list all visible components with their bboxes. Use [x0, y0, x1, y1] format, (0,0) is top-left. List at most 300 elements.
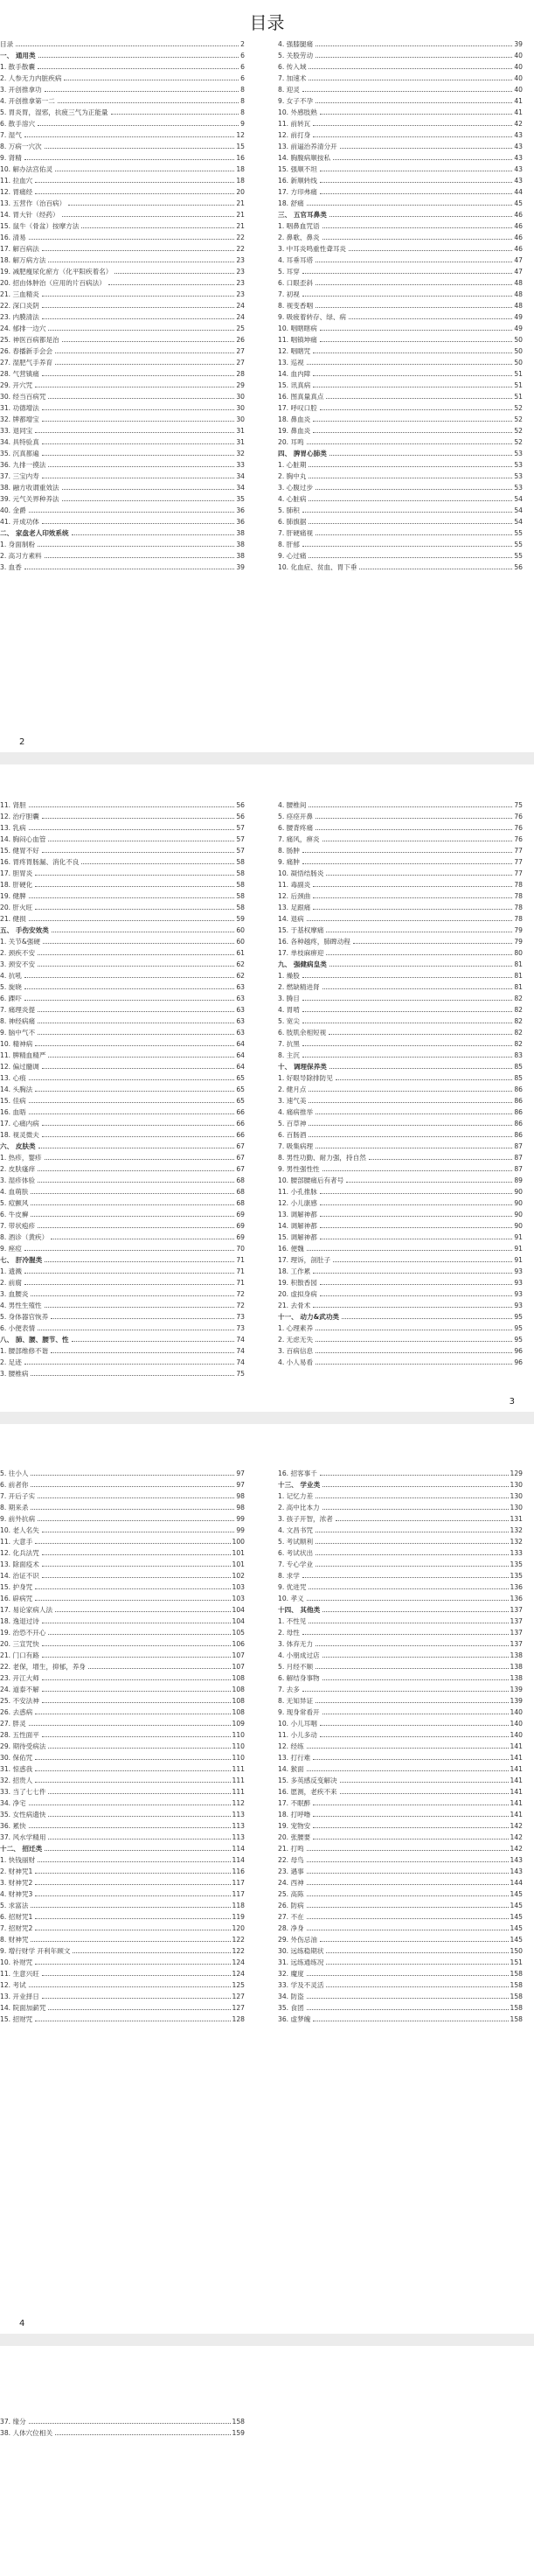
toc-section-heading[interactable]: [278, 1479, 523, 1490]
toc-entry[interactable]: [0, 220, 245, 232]
toc-entry[interactable]: [278, 822, 523, 834]
toc-entry[interactable]: [278, 539, 523, 550]
toc-entry[interactable]: [0, 311, 245, 323]
toc-entry[interactable]: [0, 1559, 245, 1570]
toc-entry[interactable]: [0, 368, 245, 380]
toc-entry[interactable]: [278, 95, 523, 107]
toc-entry[interactable]: [0, 209, 245, 220]
toc-entry[interactable]: [0, 2002, 245, 2014]
toc-entry[interactable]: [278, 890, 523, 902]
toc-entry[interactable]: [278, 1900, 523, 1911]
toc-entry[interactable]: [278, 947, 523, 959]
toc-entry[interactable]: [278, 1945, 523, 1957]
toc-entry[interactable]: [0, 1232, 245, 1243]
toc-entry[interactable]: [0, 1300, 245, 1311]
toc-entry[interactable]: [0, 459, 245, 471]
toc-entry[interactable]: [0, 1661, 245, 1672]
toc-entry[interactable]: [278, 811, 523, 822]
toc-entry[interactable]: [0, 1345, 245, 1357]
toc-entry[interactable]: [278, 118, 523, 129]
toc-entry[interactable]: [278, 73, 523, 84]
toc-entry[interactable]: [278, 61, 523, 73]
toc-entry[interactable]: [278, 1650, 523, 1661]
toc-entry[interactable]: [278, 1027, 523, 1038]
toc-entry[interactable]: [0, 856, 245, 868]
toc-entry[interactable]: [278, 1334, 523, 1345]
toc-entry[interactable]: [0, 1820, 245, 1832]
toc-entry[interactable]: [278, 300, 523, 311]
toc-entry[interactable]: [278, 1357, 523, 1368]
toc-entry[interactable]: [278, 1106, 523, 1118]
toc-entry[interactable]: [278, 368, 523, 380]
toc-entry[interactable]: [278, 1934, 523, 1945]
toc-entry[interactable]: [0, 539, 245, 550]
toc-entry[interactable]: [278, 255, 523, 266]
toc-entry[interactable]: [0, 1934, 245, 1945]
toc-entry[interactable]: [278, 1888, 523, 1900]
toc-entry[interactable]: [278, 311, 523, 323]
toc-entry[interactable]: [0, 152, 245, 164]
toc-entry[interactable]: [0, 1945, 245, 1957]
toc-section-heading[interactable]: [278, 1061, 523, 1072]
toc-entry[interactable]: [0, 1163, 245, 1175]
toc-entry[interactable]: [0, 425, 245, 436]
toc-entry[interactable]: [0, 1266, 245, 1277]
toc-section-heading[interactable]: [278, 209, 523, 220]
toc-section-heading[interactable]: [278, 1604, 523, 1616]
toc-entry[interactable]: [278, 186, 523, 198]
toc-entry[interactable]: [278, 1502, 523, 1513]
toc-entry[interactable]: [0, 471, 245, 482]
toc-entry[interactable]: [278, 289, 523, 300]
toc-entry[interactable]: [278, 1095, 523, 1106]
toc-entry[interactable]: [0, 38, 245, 50]
toc-entry[interactable]: [278, 152, 523, 164]
toc-entry[interactable]: [0, 1581, 245, 1593]
toc-entry[interactable]: [0, 947, 245, 959]
toc-entry[interactable]: [0, 1570, 245, 1581]
toc-entry[interactable]: [278, 993, 523, 1004]
toc-entry[interactable]: [278, 107, 523, 118]
toc-entry[interactable]: [278, 414, 523, 425]
toc-entry[interactable]: [0, 243, 245, 255]
toc-entry[interactable]: [278, 1911, 523, 1923]
toc-entry[interactable]: [0, 902, 245, 913]
toc-section-heading[interactable]: [0, 50, 245, 61]
toc-entry[interactable]: [0, 1968, 245, 1979]
toc-section-heading[interactable]: [0, 1334, 245, 1345]
toc-entry[interactable]: [0, 1672, 245, 1684]
toc-entry[interactable]: [278, 868, 523, 879]
toc-entry[interactable]: [0, 300, 245, 311]
toc-entry[interactable]: [0, 1888, 245, 1900]
toc-entry[interactable]: [278, 436, 523, 448]
toc-entry[interactable]: [278, 1968, 523, 1979]
toc-entry[interactable]: [278, 50, 523, 61]
toc-entry[interactable]: [0, 118, 245, 129]
toc-entry[interactable]: [278, 1809, 523, 1820]
toc-entry[interactable]: [0, 232, 245, 243]
toc-entry[interactable]: [278, 2002, 523, 2014]
toc-entry[interactable]: [0, 1118, 245, 1129]
toc-entry[interactable]: [278, 1593, 523, 1604]
toc-entry[interactable]: [0, 913, 245, 925]
toc-entry[interactable]: [0, 1593, 245, 1604]
toc-entry[interactable]: [278, 834, 523, 845]
toc-entry[interactable]: [0, 1357, 245, 1368]
toc-entry[interactable]: [278, 1072, 523, 1084]
toc-entry[interactable]: [0, 323, 245, 334]
toc-entry[interactable]: [278, 562, 523, 573]
toc-entry[interactable]: [0, 1027, 245, 1038]
toc-entry[interactable]: [278, 925, 523, 936]
toc-entry[interactable]: [0, 129, 245, 141]
toc-entry[interactable]: [0, 448, 245, 459]
toc-entry[interactable]: [278, 277, 523, 289]
toc-entry[interactable]: [0, 1923, 245, 1934]
toc-entry[interactable]: [278, 1141, 523, 1152]
toc-entry[interactable]: [0, 95, 245, 107]
toc-entry[interactable]: [278, 471, 523, 482]
toc-section-heading[interactable]: [0, 1141, 245, 1152]
toc-entry[interactable]: [0, 1650, 245, 1661]
toc-entry[interactable]: [278, 380, 523, 391]
toc-entry[interactable]: [278, 1695, 523, 1707]
toc-entry[interactable]: [278, 981, 523, 993]
toc-entry[interactable]: [0, 1718, 245, 1729]
toc-entry[interactable]: [278, 1163, 523, 1175]
toc-entry[interactable]: [0, 2014, 245, 2025]
toc-entry[interactable]: [0, 1368, 245, 1379]
toc-entry[interactable]: [278, 1798, 523, 1809]
toc-entry[interactable]: [278, 1741, 523, 1752]
toc-entry[interactable]: [278, 1254, 523, 1266]
toc-entry[interactable]: [0, 799, 245, 811]
toc-entry[interactable]: [0, 1707, 245, 1718]
toc-entry[interactable]: [0, 868, 245, 879]
toc-entry[interactable]: [278, 1775, 523, 1786]
toc-entry[interactable]: [0, 970, 245, 981]
toc-entry[interactable]: [278, 1038, 523, 1050]
toc-entry[interactable]: [0, 1502, 245, 1513]
toc-entry[interactable]: [278, 1197, 523, 1209]
toc-entry[interactable]: [0, 834, 245, 845]
toc-entry[interactable]: [278, 2014, 523, 2025]
toc-entry[interactable]: [278, 1661, 523, 1672]
toc-entry[interactable]: [278, 323, 523, 334]
toc-entry[interactable]: [0, 73, 245, 84]
toc-entry[interactable]: [0, 959, 245, 970]
toc-entry[interactable]: [278, 970, 523, 981]
toc-entry[interactable]: [278, 1616, 523, 1627]
toc-entry[interactable]: [278, 1232, 523, 1243]
toc-entry[interactable]: [278, 1323, 523, 1334]
toc-entry[interactable]: [278, 84, 523, 95]
toc-entry[interactable]: [0, 1775, 245, 1786]
toc-entry[interactable]: [0, 1911, 245, 1923]
toc-entry[interactable]: [0, 1479, 245, 1490]
toc-entry[interactable]: [0, 1638, 245, 1650]
toc-entry[interactable]: [0, 550, 245, 562]
toc-entry[interactable]: [278, 1209, 523, 1220]
toc-entry-page: 42: [514, 120, 523, 128]
toc-entry[interactable]: [278, 1186, 523, 1197]
toc-entry[interactable]: [278, 505, 523, 516]
toc-section-heading[interactable]: [278, 448, 523, 459]
toc-entry[interactable]: [278, 141, 523, 152]
toc-entry[interactable]: [278, 459, 523, 471]
toc-entry[interactable]: [0, 1277, 245, 1288]
toc-entry[interactable]: [278, 1843, 523, 1854]
toc-entry[interactable]: [0, 1323, 245, 1334]
toc-section-heading[interactable]: [0, 1254, 245, 1266]
toc-entry[interactable]: [278, 902, 523, 913]
toc-entry[interactable]: [278, 1559, 523, 1570]
toc-entry[interactable]: [278, 129, 523, 141]
toc-entry[interactable]: [278, 1866, 523, 1877]
toc-entry[interactable]: [0, 255, 245, 266]
toc-entry[interactable]: [278, 1832, 523, 1843]
toc-entry[interactable]: [0, 1050, 245, 1061]
toc-entry[interactable]: [0, 391, 245, 402]
toc-entry[interactable]: [0, 1900, 245, 1911]
toc-entry[interactable]: [278, 482, 523, 493]
toc-entry[interactable]: [278, 391, 523, 402]
toc-entry[interactable]: [0, 1525, 245, 1536]
toc-entry[interactable]: [278, 1050, 523, 1061]
toc-entry[interactable]: [0, 1866, 245, 1877]
toc-entry[interactable]: [278, 334, 523, 346]
toc-entry[interactable]: [0, 1957, 245, 1968]
toc-entry[interactable]: [0, 1016, 245, 1027]
toc-entry[interactable]: [0, 1979, 245, 1991]
toc-entry[interactable]: [278, 38, 523, 50]
toc-entry[interactable]: [0, 1877, 245, 1888]
toc-entry[interactable]: [0, 1741, 245, 1752]
toc-entry[interactable]: [0, 1627, 245, 1638]
toc-entry[interactable]: [0, 1084, 245, 1095]
toc-entry[interactable]: [278, 1288, 523, 1300]
toc-entry[interactable]: [278, 1016, 523, 1027]
toc-entry[interactable]: [278, 1581, 523, 1593]
toc-entry[interactable]: [278, 1277, 523, 1288]
toc-entry[interactable]: [278, 1004, 523, 1016]
toc-entry[interactable]: [0, 1468, 245, 1479]
toc-entry[interactable]: [278, 1243, 523, 1254]
toc-entry[interactable]: [278, 845, 523, 856]
toc-entry[interactable]: [278, 266, 523, 277]
toc-entry[interactable]: [0, 493, 245, 505]
toc-entry[interactable]: [0, 1604, 245, 1616]
toc-entry[interactable]: [0, 61, 245, 73]
toc-entry[interactable]: [0, 1547, 245, 1559]
toc-section-heading[interactable]: [0, 1843, 245, 1854]
toc-entry[interactable]: [278, 550, 523, 562]
toc-entry[interactable]: [0, 1175, 245, 1186]
toc-entry[interactable]: [0, 562, 245, 573]
toc-section-heading[interactable]: [0, 925, 245, 936]
toc-entry[interactable]: [0, 107, 245, 118]
toc-entry[interactable]: [278, 1490, 523, 1502]
toc-entry[interactable]: [0, 1854, 245, 1866]
toc-entry[interactable]: [0, 516, 245, 527]
toc-entry[interactable]: [278, 1957, 523, 1968]
toc-entry[interactable]: [278, 1684, 523, 1695]
toc-entry[interactable]: [278, 346, 523, 357]
toc-entry[interactable]: [278, 425, 523, 436]
toc-entry[interactable]: [278, 799, 523, 811]
toc-entry[interactable]: [0, 936, 245, 947]
toc-entry[interactable]: [0, 1038, 245, 1050]
toc-entry[interactable]: [0, 1152, 245, 1163]
toc-entry[interactable]: [0, 357, 245, 368]
toc-entry-page: 54: [514, 495, 523, 503]
toc-entry[interactable]: [0, 277, 245, 289]
toc-entry[interactable]: [0, 2416, 245, 2427]
toc-entry[interactable]: [0, 1809, 245, 1820]
toc-entry[interactable]: [278, 1570, 523, 1581]
toc-entry[interactable]: [0, 822, 245, 834]
toc-entry[interactable]: [278, 1752, 523, 1763]
toc-entry[interactable]: [0, 402, 245, 414]
toc-entry[interactable]: [278, 243, 523, 255]
toc-entry[interactable]: [0, 141, 245, 152]
toc-entry[interactable]: [0, 981, 245, 993]
toc-entry[interactable]: [278, 1923, 523, 1934]
toc-entry[interactable]: [0, 2427, 245, 2439]
toc-entry[interactable]: [278, 1300, 523, 1311]
toc-entry[interactable]: [0, 436, 245, 448]
toc-entry[interactable]: [278, 1175, 523, 1186]
toc-entry[interactable]: [0, 198, 245, 209]
toc-entry[interactable]: [278, 1979, 523, 1991]
toc-entry[interactable]: [0, 1220, 245, 1232]
toc-entry[interactable]: [0, 1490, 245, 1502]
toc-entry[interactable]: [0, 334, 245, 346]
toc-entry[interactable]: [278, 357, 523, 368]
toc-entry[interactable]: [0, 1197, 245, 1209]
toc-entry[interactable]: [278, 856, 523, 868]
toc-entry[interactable]: [0, 1243, 245, 1254]
toc-entry[interactable]: [278, 1468, 523, 1479]
toc-entry[interactable]: [278, 175, 523, 186]
toc-entry[interactable]: [278, 1129, 523, 1141]
toc-entry[interactable]: [0, 164, 245, 175]
toc-entry[interactable]: [0, 1786, 245, 1798]
toc-entry[interactable]: [278, 1718, 523, 1729]
toc-entry[interactable]: [278, 1345, 523, 1357]
toc-entry[interactable]: [278, 1991, 523, 2002]
toc-entry[interactable]: [278, 1084, 523, 1095]
toc-entry[interactable]: [0, 890, 245, 902]
toc-entry[interactable]: [0, 1004, 245, 1016]
toc-entry[interactable]: [0, 1311, 245, 1323]
toc-entry[interactable]: [278, 198, 523, 209]
toc-entry[interactable]: [0, 175, 245, 186]
toc-entry[interactable]: [0, 1106, 245, 1118]
toc-entry[interactable]: [0, 346, 245, 357]
toc-entry[interactable]: [0, 1095, 245, 1106]
toc-entry[interactable]: [0, 1798, 245, 1809]
toc-entry[interactable]: [278, 879, 523, 890]
toc-entry[interactable]: [0, 1061, 245, 1072]
toc-entry-page: 15: [236, 143, 245, 150]
toc-entry[interactable]: [278, 1152, 523, 1163]
toc-entry[interactable]: [0, 380, 245, 391]
toc-entry[interactable]: [0, 1209, 245, 1220]
toc-entry[interactable]: [278, 1547, 523, 1559]
toc-entry[interactable]: [278, 1877, 523, 1888]
toc-entry[interactable]: [278, 527, 523, 539]
toc-entry[interactable]: [278, 1627, 523, 1638]
toc-entry[interactable]: [278, 913, 523, 925]
toc-entry[interactable]: [0, 1186, 245, 1197]
toc-entry[interactable]: [0, 879, 245, 890]
toc-section-heading[interactable]: [278, 1311, 523, 1323]
toc-entry[interactable]: [278, 1707, 523, 1718]
toc-entry[interactable]: [0, 1695, 245, 1707]
toc-entry[interactable]: [278, 516, 523, 527]
toc-entry[interactable]: [278, 1638, 523, 1650]
toc-entry[interactable]: [278, 1525, 523, 1536]
toc-entry[interactable]: [0, 1513, 245, 1525]
toc-entry[interactable]: [0, 1991, 245, 2002]
toc-entry[interactable]: [0, 1072, 245, 1084]
toc-entry[interactable]: [278, 1118, 523, 1129]
toc-entry[interactable]: [0, 1129, 245, 1141]
toc-entry[interactable]: [0, 1832, 245, 1843]
toc-entry[interactable]: [0, 482, 245, 493]
toc-entry[interactable]: [0, 845, 245, 856]
toc-entry[interactable]: [0, 1729, 245, 1741]
toc-entry[interactable]: [278, 1763, 523, 1775]
toc-entry[interactable]: [0, 1684, 245, 1695]
toc-entry-title: 36. 虚梦魄: [278, 2015, 311, 2023]
toc-entry[interactable]: [0, 811, 245, 822]
toc-entry[interactable]: [0, 1763, 245, 1775]
toc-entry[interactable]: [278, 1729, 523, 1741]
toc-entry[interactable]: [278, 493, 523, 505]
toc-entry[interactable]: [0, 289, 245, 300]
toc-section-heading[interactable]: [0, 527, 245, 539]
toc-entry[interactable]: [278, 1672, 523, 1684]
toc-entry[interactable]: [278, 232, 523, 243]
toc-entry[interactable]: [278, 1786, 523, 1798]
toc-entry[interactable]: [0, 266, 245, 277]
toc-entry[interactable]: [278, 1854, 523, 1866]
toc-entry[interactable]: [0, 1288, 245, 1300]
toc-entry[interactable]: [0, 1616, 245, 1627]
toc-entry[interactable]: [278, 1820, 523, 1832]
toc-entry[interactable]: [0, 84, 245, 95]
toc-entry[interactable]: [0, 186, 245, 198]
toc-entry[interactable]: [278, 220, 523, 232]
toc-entry[interactable]: [0, 414, 245, 425]
toc-entry[interactable]: [278, 1536, 523, 1547]
toc-entry[interactable]: [278, 936, 523, 947]
toc-entry-title: 16. 新顺转线: [278, 177, 317, 185]
toc-entry[interactable]: [278, 402, 523, 414]
toc-section-heading[interactable]: [278, 959, 523, 970]
toc-entry[interactable]: [0, 1536, 245, 1547]
toc-entry[interactable]: [0, 505, 245, 516]
toc-entry[interactable]: [278, 1266, 523, 1277]
toc-entry[interactable]: [0, 993, 245, 1004]
toc-entry[interactable]: [278, 164, 523, 175]
toc-entry[interactable]: [278, 1220, 523, 1232]
toc-entry[interactable]: [0, 1752, 245, 1763]
toc-entry[interactable]: [278, 1513, 523, 1525]
